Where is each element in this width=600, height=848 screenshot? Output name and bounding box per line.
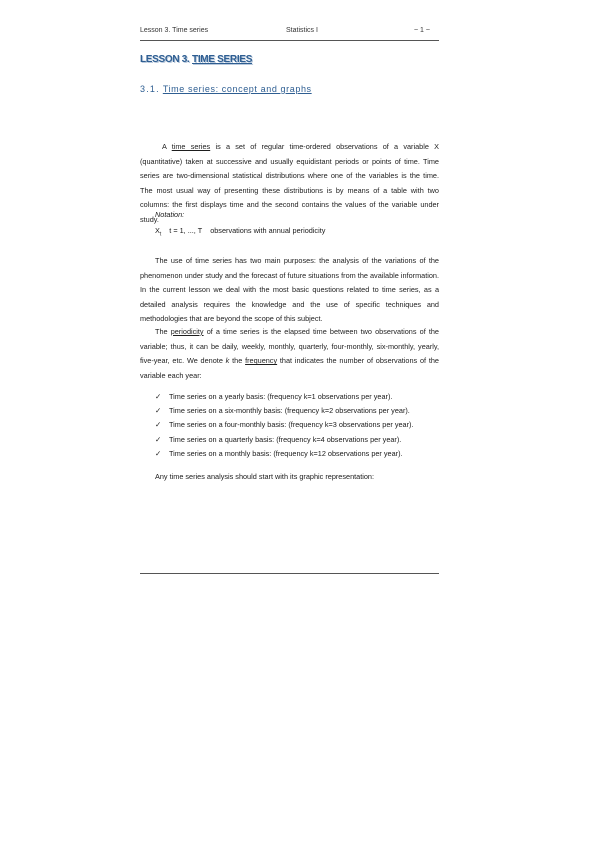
notation-line: $X_t$ t = 1, ..., T observations with annual periodicity [155,226,326,238]
check-icon: ✓ [155,406,162,416]
term-time-series: time series [171,142,211,151]
lesson-title-prefix: LESSON 3. [140,54,193,65]
paragraph-purposes: The use of time series has two main purposes: the analysis of the variations of the phenomenon under study and the forecast of future situations from the available information. In the current lesson we deal with the most basic questions related to time series, as a detailed analysis requires the knowledge and the use of specific techniques and methodologies that are beyond the scope of this subject. [140,256,439,324]
header-rule [140,40,439,41]
list-item: ✓ Time series on a monthly basis: (frequency k=12 observations per year). [155,447,414,461]
lesson-title [140,54,252,65]
check-icon: ✓ [155,448,162,458]
term-periodicity: periodicity [170,327,204,336]
footer-rule [140,573,439,574]
paragraph-periodicity: The periodicity of a time series is the elapsed time between two observations of the variable; thus, it can be daily, weekly, monthly, quarterly, four-monthly, six-monthly, yearly, five-year, etc. We denote k the frequency that indicates the number of observations of the variable each year: [140,327,439,380]
section-heading [140,84,312,94]
list-item: ✓ Time series on a quarterly basis: (frequency k=4 observations per year). [155,433,414,447]
term-frequency: frequency [245,356,278,366]
section-title: Time series: concept and graphs [162,84,312,94]
check-icon: ✓ [155,434,162,444]
closing-sentence: Any time series analysis should start with its graphic representation: [155,472,375,481]
header-course: Statistics I [286,27,318,34]
lesson-title-underlined: TIME SERIES [192,54,253,65]
section-number: 3.1. [140,84,160,94]
check-icon: ✓ [155,392,162,401]
header-page-number: ~ 1 ~ [414,27,430,34]
check-icon: ✓ [155,420,162,430]
frequency-checklist [155,390,414,461]
list-item: ✓ Time series on a four-monthly basis: (frequency k=3 observations per year). [155,418,414,432]
list-item: ✓ Time series on a six-monthly basis: (frequency k=2 observations per year). [155,404,414,418]
list-item: ✓ Time series on a yearly basis: (frequency k=1 observations per year). [155,390,414,404]
header-lesson: Lesson 3. Time series [140,27,209,34]
notation-label: Notation: [155,210,185,219]
paragraph-definition: A time series is a set of regular time-ordered observations of a variable X (quantitative) taken at successive and usually equidistant periods or points of time. Time series are two-dimensional statistical distributions where one of the variables is the time. The most usual way of presenting these distributions is by means of a table with two columns: the first displays time and the second contains the values of the variable under study. [140,142,439,224]
